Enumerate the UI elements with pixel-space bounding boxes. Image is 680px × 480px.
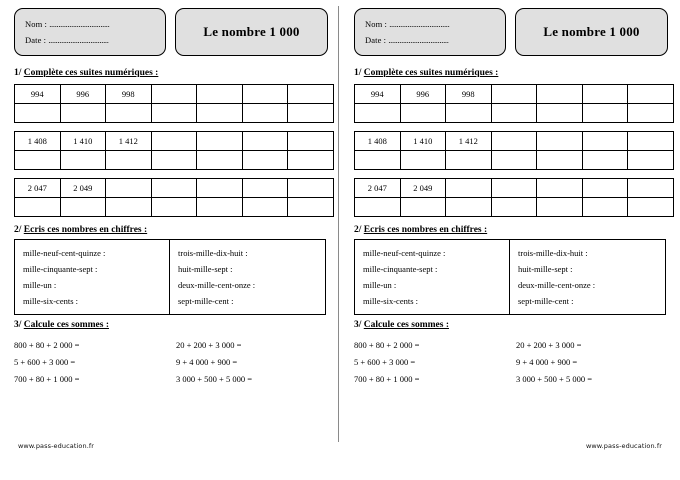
seq3-cell-1-left[interactable]: 2 049 <box>60 179 106 198</box>
worksheet-title-box-right <box>515 8 668 56</box>
words-column-right-left <box>170 240 325 314</box>
numbers-in-words-box-right <box>354 239 666 315</box>
worksheet-title-box-left <box>175 8 328 56</box>
table-row <box>355 151 674 170</box>
section-1-number-right: 1/ <box>354 68 362 78</box>
seq2-blank-1-right[interactable] <box>400 151 446 170</box>
worksheet-header-left <box>14 8 328 58</box>
seq1-cell-2-left[interactable]: 998 <box>106 85 152 104</box>
seq1-cell-2-right[interactable]: 998 <box>446 85 492 104</box>
sum-left-1-right[interactable]: 5 + 600 + 3 000 = <box>354 357 416 367</box>
seq1-cell-3-left[interactable] <box>151 85 197 104</box>
seq2-blank-0-right[interactable] <box>355 151 401 170</box>
date-field-right[interactable] <box>365 32 505 48</box>
seq3-blank-5-right[interactable] <box>582 198 628 217</box>
seq1-blank-4-right[interactable] <box>537 104 583 123</box>
list-item[interactable]: mille-un : <box>363 280 397 290</box>
seq2-blank-0-left[interactable] <box>15 151 61 170</box>
seq1-cell-5-right[interactable] <box>582 85 628 104</box>
seq3-cell-4-left[interactable] <box>197 179 243 198</box>
list-item[interactable]: trois-mille-dix-huit : <box>178 248 248 258</box>
seq2-cell-4-left[interactable] <box>197 132 243 151</box>
seq3-cell-2-right[interactable] <box>446 179 492 198</box>
list-item[interactable]: mille-six-cents : <box>363 296 419 306</box>
seq3-cell-5-right[interactable] <box>582 179 628 198</box>
section-3-number-left: 3/ <box>14 320 22 330</box>
seq2-blank-3-right[interactable] <box>491 151 537 170</box>
sum-right-2-left[interactable]: 3 000 + 500 + 5 000 = <box>176 374 253 384</box>
section-1-heading-left <box>14 68 328 78</box>
seq1-blank-1-left[interactable] <box>60 104 106 123</box>
seq2-cell-1-right[interactable]: 1 410 <box>400 132 446 151</box>
seq1-blank-0-left[interactable] <box>15 104 61 123</box>
date-dots-left: ................................. <box>48 35 109 45</box>
seq1-blank-3-left[interactable] <box>151 104 197 123</box>
sequence-table-1-left <box>14 84 334 123</box>
seq3-cell-4-right[interactable] <box>537 179 583 198</box>
seq3-blank-1-left[interactable] <box>60 198 106 217</box>
section-1-label-right: Complète ces suites numériques : <box>363 68 499 78</box>
seq3-blank-2-left[interactable] <box>106 198 152 217</box>
table-row <box>355 132 674 151</box>
sums-list-right <box>354 337 666 388</box>
list-item <box>354 354 666 371</box>
seq1-cell-6-left[interactable] <box>288 85 334 104</box>
words-column-left-right <box>355 240 510 314</box>
section-1-label-left: Complète ces suites numériques : <box>23 68 159 78</box>
seq3-blank-3-left[interactable] <box>151 198 197 217</box>
table-row <box>355 198 674 217</box>
seq3-blank-6-left[interactable] <box>288 198 334 217</box>
seq2-cell-1-left[interactable]: 1 410 <box>60 132 106 151</box>
seq2-cell-0-right[interactable]: 1 408 <box>355 132 401 151</box>
seq2-cell-5-left[interactable] <box>242 132 288 151</box>
worksheet-header-right <box>354 8 668 58</box>
seq2-blank-3-left[interactable] <box>151 151 197 170</box>
seq1-cell-1-right[interactable]: 996 <box>400 85 446 104</box>
seq2-cell-6-right[interactable] <box>628 132 674 151</box>
name-field-right[interactable] <box>365 16 505 32</box>
seq2-blank-5-right[interactable] <box>582 151 628 170</box>
seq2-cell-0-left[interactable]: 1 408 <box>15 132 61 151</box>
page-title-left: Le nombre 1 000 <box>203 24 300 39</box>
footer-url-left[interactable]: www.pass-education.fr <box>18 442 95 450</box>
date-field-left[interactable] <box>25 32 165 48</box>
seq3-blank-0-right[interactable] <box>355 198 401 217</box>
sum-left-2-right[interactable]: 700 + 80 + 1 000 = <box>354 374 420 384</box>
list-item <box>354 371 666 388</box>
numbers-in-words-box-left <box>14 239 326 315</box>
section-1-number-left: 1/ <box>14 68 22 78</box>
seq1-blank-0-right[interactable] <box>355 104 401 123</box>
seq3-blank-5-left[interactable] <box>242 198 288 217</box>
sum-right-2-right[interactable]: 3 000 + 500 + 5 000 = <box>516 374 593 384</box>
list-item <box>14 337 326 354</box>
table-row <box>15 151 334 170</box>
section-2-number-right: 2/ <box>354 225 362 235</box>
student-identity-box-left <box>14 8 166 56</box>
list-item[interactable]: sept-mille-cent : <box>518 296 574 306</box>
seq2-cell-6-left[interactable] <box>288 132 334 151</box>
section-2-label-left: Ecris ces nombres en chiffres : <box>23 225 148 235</box>
seq2-blank-2-left[interactable] <box>106 151 152 170</box>
section-1-heading-right <box>354 68 668 78</box>
sequence-table-2-right <box>354 131 674 170</box>
section-2-number-left: 2/ <box>14 225 22 235</box>
sum-right-0-right[interactable]: 20 + 200 + 3 000 = <box>516 340 582 350</box>
name-dots-right: ................................. <box>389 19 450 29</box>
sequence-table-1-right <box>354 84 674 123</box>
section-3-label-right: Calcule ces sommes : <box>363 320 449 330</box>
sequence-table-3-right <box>354 178 674 217</box>
table-row <box>355 104 674 123</box>
seq1-blank-2-right[interactable] <box>446 104 492 123</box>
seq1-cell-4-right[interactable] <box>537 85 583 104</box>
seq3-cell-1-right[interactable]: 2 049 <box>400 179 446 198</box>
name-field-left[interactable] <box>25 16 165 32</box>
list-item[interactable]: deux-mille-cent-onze : <box>178 280 256 290</box>
list-item[interactable]: mille-cinquante-sept : <box>23 264 98 274</box>
section-2-heading-right <box>354 225 668 235</box>
seq2-blank-1-left[interactable] <box>60 151 106 170</box>
section-3-number-right: 3/ <box>354 320 362 330</box>
sum-left-2-left[interactable]: 700 + 80 + 1 000 = <box>14 374 80 384</box>
seq2-cell-2-right[interactable]: 1 412 <box>446 132 492 151</box>
seq1-blank-5-left[interactable] <box>242 104 288 123</box>
seq3-blank-4-left[interactable] <box>197 198 243 217</box>
seq3-cell-5-left[interactable] <box>242 179 288 198</box>
seq3-blank-3-right[interactable] <box>491 198 537 217</box>
seq2-blank-4-right[interactable] <box>537 151 583 170</box>
table-row <box>355 179 674 198</box>
list-item[interactable]: huit-mille-sept : <box>518 264 573 274</box>
table-row <box>15 85 334 104</box>
seq3-cell-0-left[interactable]: 2 047 <box>15 179 61 198</box>
section-3-heading-right <box>354 320 668 330</box>
seq2-blank-5-left[interactable] <box>242 151 288 170</box>
seq3-cell-0-right[interactable]: 2 047 <box>355 179 401 198</box>
table-row <box>15 104 334 123</box>
seq1-blank-3-right[interactable] <box>491 104 537 123</box>
seq1-blank-5-right[interactable] <box>582 104 628 123</box>
sum-right-0-left[interactable]: 20 + 200 + 3 000 = <box>176 340 242 350</box>
sequence-table-3-left <box>14 178 334 217</box>
footer-url-right[interactable]: www.pass-education.fr <box>585 442 662 450</box>
seq2-blank-2-right[interactable] <box>446 151 492 170</box>
list-item[interactable]: mille-six-cents : <box>23 296 79 306</box>
seq1-blank-6-left[interactable] <box>288 104 334 123</box>
seq2-cell-4-right[interactable] <box>537 132 583 151</box>
seq3-blank-0-left[interactable] <box>15 198 61 217</box>
section-3-heading-left <box>14 320 328 330</box>
words-column-right-right <box>510 240 665 314</box>
name-label-right: Nom : <box>365 19 390 29</box>
seq1-cell-4-left[interactable] <box>197 85 243 104</box>
seq1-cell-3-right[interactable] <box>491 85 537 104</box>
sum-right-1-right[interactable]: 9 + 4 000 + 900 = <box>516 357 578 367</box>
seq2-blank-6-right[interactable] <box>628 151 674 170</box>
list-item[interactable]: mille-neuf-cent-quinze : <box>363 248 446 258</box>
seq1-cell-5-left[interactable] <box>242 85 288 104</box>
list-item[interactable]: mille-un : <box>23 280 57 290</box>
seq1-cell-0-left[interactable]: 994 <box>15 85 61 104</box>
page-title-right: Le nombre 1 000 <box>543 24 640 39</box>
section-2-label-right: Ecris ces nombres en chiffres : <box>363 225 488 235</box>
seq1-blank-2-left[interactable] <box>106 104 152 123</box>
list-item[interactable]: sept-mille-cent : <box>178 296 234 306</box>
seq3-blank-6-right[interactable] <box>628 198 674 217</box>
seq1-blank-1-right[interactable] <box>400 104 446 123</box>
sums-list-left <box>14 337 326 388</box>
seq2-cell-2-left[interactable]: 1 412 <box>106 132 152 151</box>
seq3-cell-3-left[interactable] <box>151 179 197 198</box>
seq3-blank-2-right[interactable] <box>446 198 492 217</box>
seq2-cell-5-right[interactable] <box>582 132 628 151</box>
table-row <box>15 132 334 151</box>
list-item <box>354 337 666 354</box>
section-3-label-left: Calcule ces sommes : <box>23 320 109 330</box>
table-row <box>15 198 334 217</box>
list-item <box>14 354 326 371</box>
sequence-table-2-left <box>14 131 334 170</box>
seq3-blank-1-right[interactable] <box>400 198 446 217</box>
seq3-cell-6-right[interactable] <box>628 179 674 198</box>
list-item <box>14 371 326 388</box>
seq2-blank-6-left[interactable] <box>288 151 334 170</box>
date-label-right: Date : <box>365 35 389 45</box>
seq2-cell-3-right[interactable] <box>491 132 537 151</box>
seq3-cell-6-left[interactable] <box>288 179 334 198</box>
seq1-cell-1-left[interactable]: 996 <box>60 85 106 104</box>
sum-left-0-right[interactable]: 800 + 80 + 2 000 = <box>354 340 420 350</box>
date-label-left: Date : <box>25 35 49 45</box>
seq1-blank-4-left[interactable] <box>197 104 243 123</box>
sum-left-0-left[interactable]: 800 + 80 + 2 000 = <box>14 340 80 350</box>
section-2-heading-left <box>14 225 328 235</box>
seq1-cell-6-right[interactable] <box>628 85 674 104</box>
name-label-left: Nom : <box>25 19 50 29</box>
table-row <box>15 179 334 198</box>
worksheet-copy-right <box>340 0 680 480</box>
list-item[interactable]: mille-cinquante-sept : <box>363 264 438 274</box>
list-item[interactable]: huit-mille-sept : <box>178 264 233 274</box>
date-dots-right: ................................. <box>388 35 449 45</box>
sum-left-1-left[interactable]: 5 + 600 + 3 000 = <box>14 357 76 367</box>
words-column-left-left <box>15 240 170 314</box>
list-item[interactable]: deux-mille-cent-onze : <box>518 280 596 290</box>
seq3-cell-2-left[interactable] <box>106 179 152 198</box>
seq3-cell-3-right[interactable] <box>491 179 537 198</box>
seq2-blank-4-left[interactable] <box>197 151 243 170</box>
name-dots-left: ................................. <box>49 19 110 29</box>
sum-right-1-left[interactable]: 9 + 4 000 + 900 = <box>176 357 238 367</box>
seq3-blank-4-right[interactable] <box>537 198 583 217</box>
seq2-cell-3-left[interactable] <box>151 132 197 151</box>
list-item[interactable]: mille-neuf-cent-quinze : <box>23 248 106 258</box>
seq1-blank-6-right[interactable] <box>628 104 674 123</box>
seq1-cell-0-right[interactable]: 994 <box>355 85 401 104</box>
table-row <box>355 85 674 104</box>
student-identity-box-right <box>354 8 506 56</box>
list-item[interactable]: trois-mille-dix-huit : <box>518 248 588 258</box>
